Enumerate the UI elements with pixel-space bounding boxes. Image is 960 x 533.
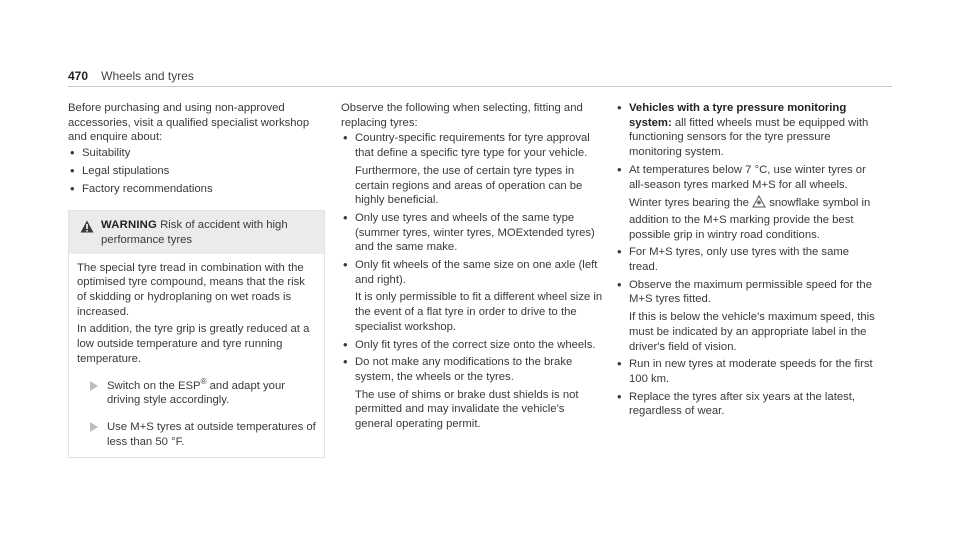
header-divider: [68, 86, 892, 87]
bullet-icon: •: [617, 244, 622, 260]
bullet-icon: •: [343, 130, 348, 146]
mountain-snowflake-icon: [752, 195, 766, 213]
list-item-note: Furthermore, the use of certain tyre types in certain regions and areas of operation can be highly beneficial.: [355, 164, 583, 207]
list-item: • Suitability: [70, 145, 131, 161]
bullet-icon: •: [343, 257, 348, 273]
list-item: • Do not make any modifications to the brake system, the wheels or the tyres. The use of shims or brake dust shields is not permitted and may invalidate the vehicle's general operating permit.: [341, 355, 603, 432]
bullet-icon: •: [617, 388, 622, 404]
bullet-icon: •: [617, 276, 622, 292]
list-item: • For M+S tyres, only use tyres with the same tread.: [617, 244, 850, 274]
intro-text: Before purchasing and using non-approved accessories, visit a qualified specialist workshop and enquire about:: [68, 102, 310, 144]
action-arrow-icon: [90, 381, 98, 391]
bullet-icon: •: [70, 162, 75, 178]
list-item: • Only fit tyres of the correct size onto the wheels.: [343, 336, 596, 352]
warning-title: Risk of accident with high performance tyres: [101, 219, 288, 246]
list-item: • Legal stipulations: [70, 162, 170, 178]
bullet-icon: •: [617, 161, 622, 177]
bullet-icon: •: [343, 209, 348, 225]
tyre-rules-list: [615, 101, 880, 419]
list-item: • Country-specific requirements for tyre approval that define a specific tyre type for your vehicle. Furthermore, the use of certain tyre types in certain regions and areas of operation can be highly beneficial.: [341, 131, 603, 208]
warning-box: [68, 210, 325, 458]
bullet-icon: •: [70, 145, 75, 161]
warning-triangle-icon: [80, 220, 94, 233]
list-item-note: It is only permissible to fit a different wheel size in the event of a flat tyre in order to drive to the specialist workshop.: [355, 291, 603, 333]
warning-paragraph: In addition, the tyre grip is greatly reduced at a low outside temperature and tyre running temperature.: [77, 323, 310, 365]
column-right: [615, 101, 880, 422]
warning-paragraph: The special tyre tread in combination with the optimised tyre compound, means that the risk of skidding or hydroplaning on wet roads is increased.: [77, 261, 305, 318]
list-item-lead: Vehicles with a tyre pressure monitoring system:: [629, 102, 847, 129]
list-item: • Vehicles with a tyre pressure monitoring system: all fitted wheels must be equipped with functioning sensors for the tyre pressure monitoring system.: [617, 100, 869, 159]
action-step: Use M+S tyres at outside temperatures of less than 50 °F.: [77, 420, 316, 449]
column-left: [68, 101, 330, 458]
list-item-note: Winter tyres bearing the snowflake symbol in addition to the M+S marking provide the best possible grip in wintry road conditions.: [629, 197, 871, 241]
bullet-icon: •: [343, 336, 348, 352]
selection-list: [341, 131, 603, 431]
list-item: • Only fit wheels of the same size on one axle (left and right). It is only permissible to fit a different wheel size in the event of a flat tyre in order to drive to the specialist workshop.: [343, 257, 603, 333]
page-header: [68, 69, 194, 85]
section-title: Wheels and tyres: [101, 69, 194, 83]
list-item: • Run in new tyres at moderate speeds for the first 100 km.: [617, 356, 873, 385]
list-item-note: The use of shims or brake dust shields is not permitted and may invalidate the vehicle's general operating permit.: [355, 388, 579, 431]
bullet-icon: •: [617, 100, 622, 115]
warning-body: [69, 254, 324, 458]
list-item: • Observe the maximum permissible speed for the M+S tyres fitted. If this is below the vehicle's maximum speed, this must be indicated by an appropriate label in the driver's field of vision.: [615, 278, 880, 355]
action-step: Switch on the ESP® and adapt your driving style accordingly.: [77, 379, 316, 408]
bullet-icon: •: [343, 354, 348, 370]
bullet-icon: •: [70, 180, 75, 196]
action-arrow-icon: [90, 422, 98, 432]
bullet-icon: •: [617, 356, 622, 372]
warning-header: [69, 211, 324, 253]
page-number: 470: [68, 69, 89, 83]
intro-text: Observe the following when selecting, fitting and replacing tyres:: [341, 102, 583, 129]
column-middle: [341, 101, 603, 435]
enquiry-list: [68, 146, 330, 196]
list-item: • Only use tyres and wheels of the same type (summer tyres, winter tyres, MOExtended tyres) and the same make.: [343, 209, 595, 254]
list-item-note: If this is below the vehicle's maximum speed, this must be indicated by an appropriate label in the driver's field of vision.: [629, 311, 875, 353]
list-item: • Factory recommendations: [70, 180, 213, 196]
list-item: • At temperatures below 7 °C, use winter tyres or all-season tyres marked M+S for all wheels. Winter tyres bearing the snowflake symbol in addition to the M+S marking provide the best possible grip in wintry road conditions.: [615, 163, 880, 243]
warning-label: WARNING: [101, 219, 157, 232]
list-item: • Replace the tyres after six years at the latest, regardless of wear.: [617, 388, 856, 418]
